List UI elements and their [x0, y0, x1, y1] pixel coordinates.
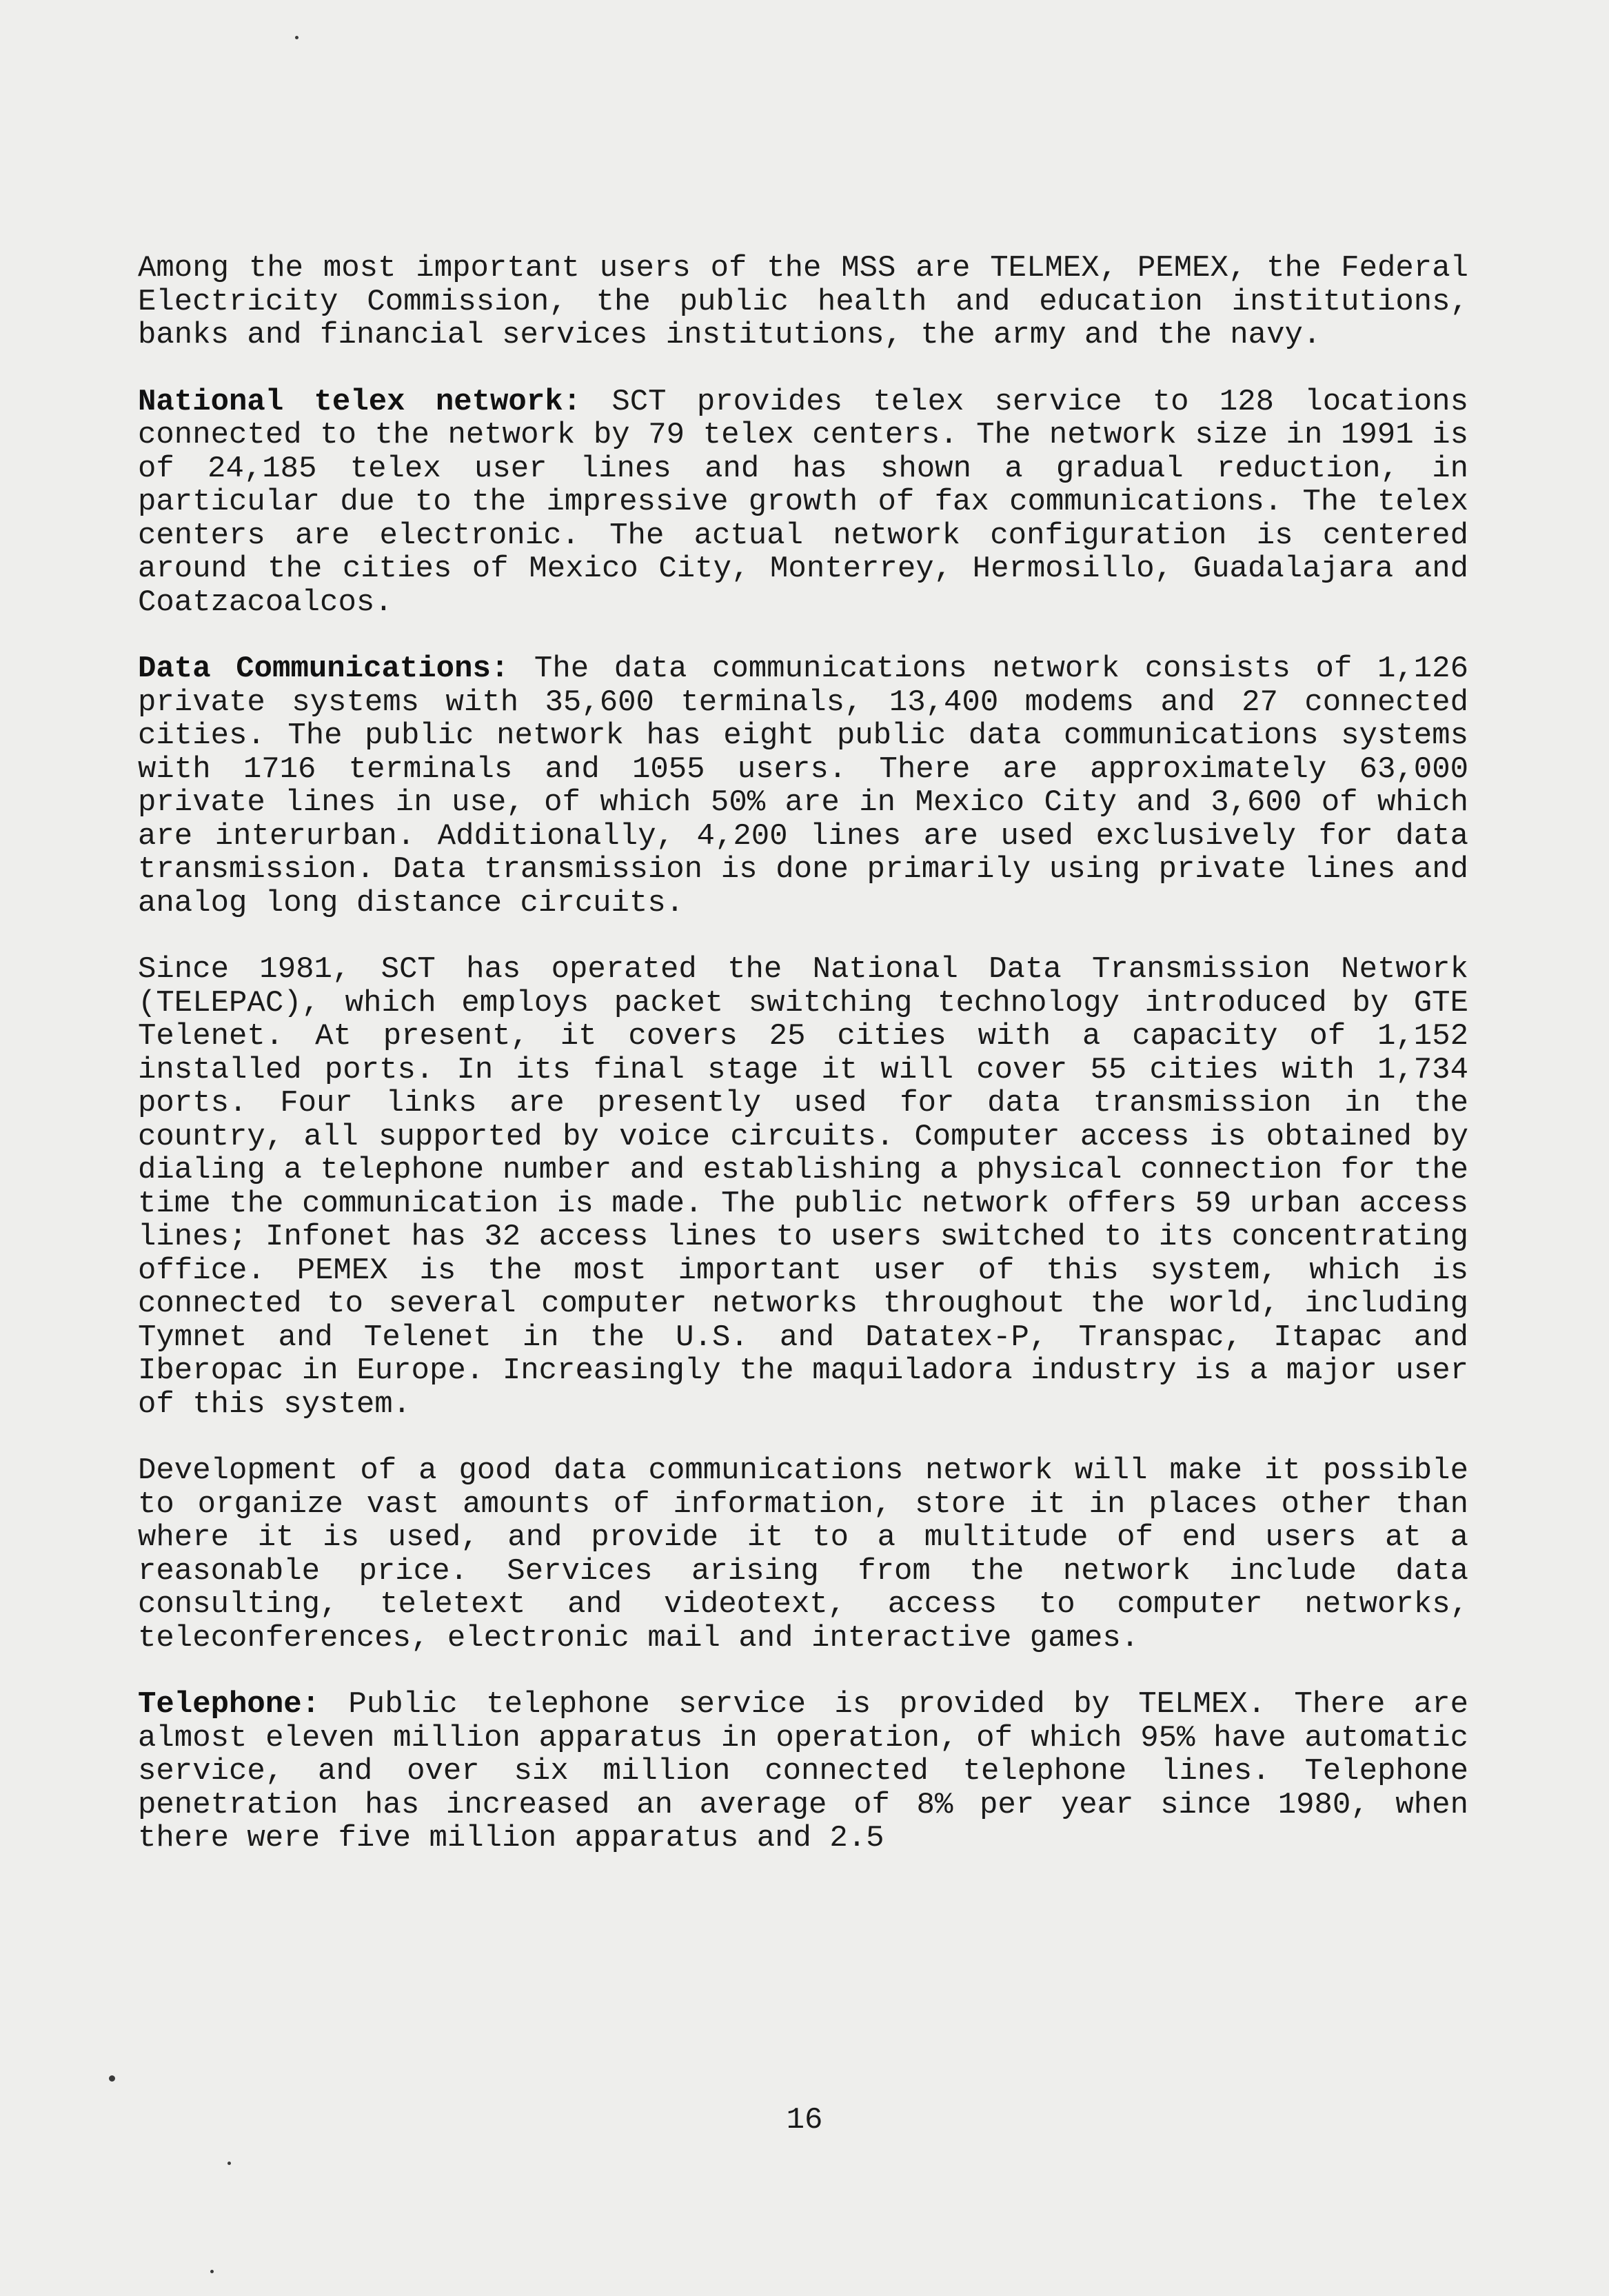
- paragraph-mss-users: [138, 252, 1468, 352]
- paper-speck: [227, 2162, 231, 2165]
- page-number: 16: [786, 2103, 823, 2137]
- paragraph-heading: National telex network:: [138, 384, 582, 419]
- paragraph-heading: Data Communications:: [138, 652, 509, 686]
- paragraph-text: Public telephone service is provided by TELMEX. There are almost eleven million apparatus in operation, of which 95% have automatic service, and over six million connected telephone lines. Telephone penetration has increased an average of 8% per year since 1980, when there were five million apparatus and 2.5: [138, 1687, 1468, 1855]
- paragraph-telex-network: [138, 385, 1468, 620]
- paper-speck: [109, 2075, 115, 2082]
- paragraph-telepac: [138, 953, 1468, 1421]
- paper-speck: [295, 36, 298, 39]
- paper-speck: [210, 2270, 214, 2273]
- paragraph-text: Development of a good data communications network will make it possible to organize vast amounts of information, store it in places other than where it is used, and provide it to a multitude of end users at a reasonable price. Services arising from the network include data consulting, teletext and videotext, access to computer networks, teleconferences, electronic mail and interactive games.: [138, 1453, 1468, 1655]
- document-body: [138, 252, 1468, 1889]
- paragraph-text: The data communications network consists of 1,126 private systems with 35,600 terminals, 13,400 modems and 27 connected cities. The public network has eight public data communications systems with 1716 terminals and 1055 users. There are approximately 63,000 private lines in use, of which 50% are in Mexico City and 3,600 of which are interurban. Additionally, 4,200 lines are used exclusively for data transmission. Data transmission is done primarily using private lines and analog long distance circuits.: [138, 652, 1468, 920]
- paragraph-text: Since 1981, SCT has operated the National Data Transmission Network (TELEPAC), which employs packet switching technology introduced by GTE Telenet. At present, it covers 25 cities with a capacity of 1,152 installed ports. In its final stage it will cover 55 cities with 1,734 ports. Four links are presently used for data transmission in the country, all supported by voice circuits. Computer access is obtained by dialing a telephone number and establishing a physical connection for the time the communication is made. The public network offers 59 urban access lines; Infonet has 32 access lines to users switched to its concentrating office. PEMEX is the most important user of this system, which is connected to several computer networks throughout the world, including Tymnet and Telenet in the U.S. and Datatex-P, Transpac, Itapac and Iberopac in Europe. Increasingly the maquiladora industry is a major user of this system.: [138, 952, 1468, 1422]
- paragraph-text: Among the most important users of the MSS are TELMEX, PEMEX, the Federal Electricity Commission, the public health and education institutions, banks and financial services institutions, the army and the navy.: [138, 251, 1468, 352]
- paragraph-development: [138, 1454, 1468, 1655]
- paragraph-data-communications: [138, 652, 1468, 920]
- paragraph-heading: Telephone:: [138, 1687, 321, 1722]
- paragraph-text: SCT provides telex service to 128 locations connected to the network by 79 telex centers. The network size in 1991 is of 24,185 telex user lines and has shown a gradual reduction, in particular due to the impressive growth of fax communications. The telex centers are electronic. The actual network configuration is centered around the cities of Mexico City, Monterrey, Hermosillo, Guadalajara and Coatzacoalcos.: [138, 384, 1468, 620]
- paragraph-telephone: [138, 1688, 1468, 1855]
